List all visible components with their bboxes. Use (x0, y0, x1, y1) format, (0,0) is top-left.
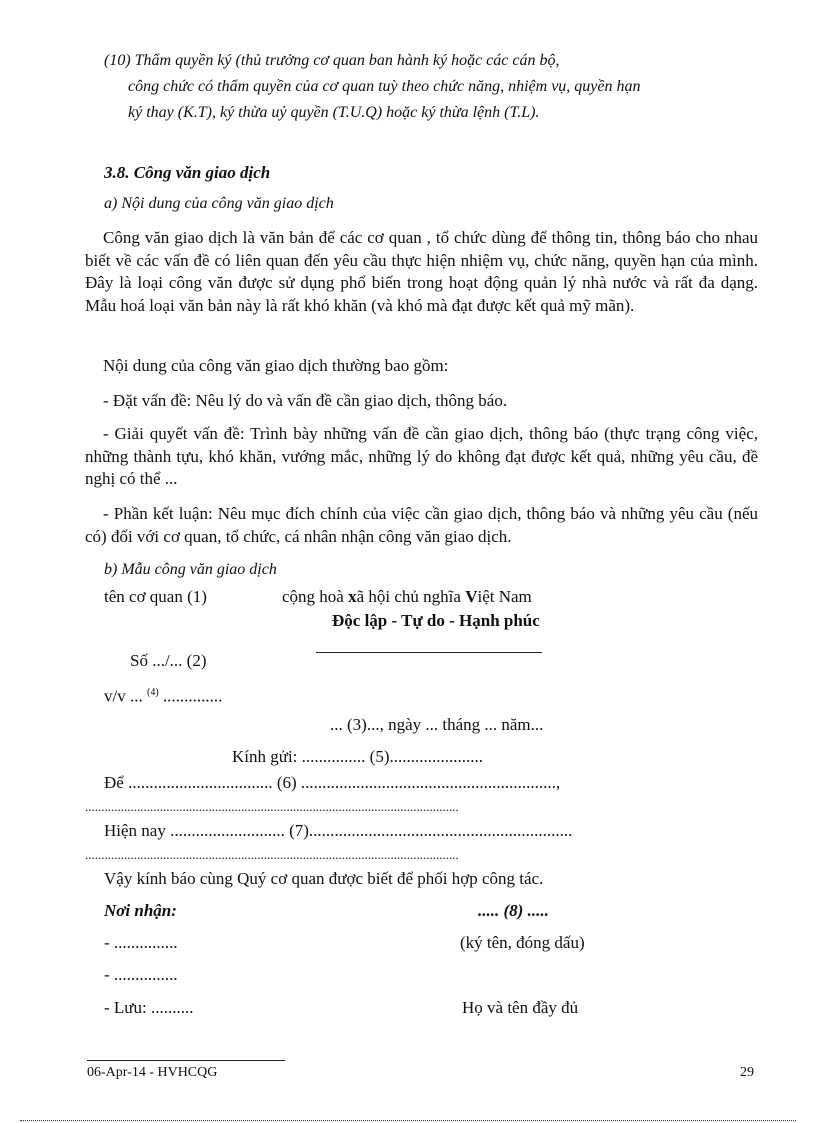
note-10-line2: công chức có thẩm quyền của cơ quan tuỳ theo chức năng, nhiệm vụ, quyền hạn (128, 78, 641, 95)
section-heading: 3.8. Công văn giao dịch (104, 163, 271, 182)
doc-number: Số .../... (2) (130, 651, 207, 670)
national-title-x: x (348, 587, 357, 606)
subject-line (104, 682, 222, 708)
motto: Độc lập - Tự do - Hạnh phúc (332, 611, 540, 630)
list-item-1: - Đặt vấn đề: Nêu lý do và vấn đề cần giao dịch, thông báo. (103, 391, 508, 410)
page-bottom-border (20, 1120, 796, 1121)
paragraph-1: Công văn giao dịch là văn bản để các cơ quan , tổ chức dùng để thông tin, thông báo cho nhau biết về các vấn đề có liên quan đến yêu cầu thực hiện nhiệm vụ, chức năng, quyền hạn của mình. Đây là loại công văn được sử dụng phổ biến trong hoạt động quản lý nhà nước và rất đa dạng. Mẫu hoá loại văn bản này là rất khó khăn (và khó mà đạt được kết quả mỹ mãn). (85, 228, 758, 315)
signer-name: Họ và tên đầy đủ (462, 998, 579, 1017)
recipient-1: - ............... (104, 933, 178, 952)
recipient-archive: - Lưu: .......... (104, 998, 194, 1017)
footer-rule (87, 1060, 285, 1061)
subheading-a: a) Nội dung của công văn giao dịch (104, 195, 334, 212)
recipient-line: Kính gửi: ............... (5)...................... (232, 747, 483, 766)
signature-note: (ký tên, đóng dấu) (460, 933, 585, 952)
national-title-part2: ã hội chủ nghĩa (356, 587, 466, 606)
recipient-2: - ............... (104, 965, 178, 984)
motto-underline (316, 652, 542, 653)
subheading-b: b) Mẫu công văn giao dịch (104, 561, 277, 578)
recipients-heading: Nơi nhận: (104, 901, 177, 920)
place-date: ... (3)..., ngày ... tháng ... năm... (330, 715, 544, 734)
purpose-continuation: ................................................................................................................... (85, 799, 459, 814)
closing-sentence: Vậy kính báo cùng Quý cơ quan được biết để phối hợp công tác. (104, 869, 544, 888)
paragraph-2: Nội dung của công văn giao dịch thường bao gồm: (103, 356, 449, 375)
subject-prefix: v/v ... (104, 686, 147, 706)
org-name: tên cơ quan (1) (104, 587, 207, 606)
note-10-line1: (10) Thẩm quyền ký (thủ trưởng cơ quan ban hành ký hoặc các cán bộ, (104, 52, 560, 69)
page-number: 29 (740, 1065, 754, 1080)
signer-title: ..... (8) ..... (478, 901, 549, 920)
list-item-3: - Phần kết luận: Nêu mục đích chính của việc cần giao dịch, thông báo và những yêu cầu (nếu có) đối với cơ quan, tổ chức, cá nhân nhận công văn giao dịch. (85, 504, 758, 546)
national-title (282, 586, 532, 608)
list-item-2: - Giải quyết vấn đề: Trình bày những vấn đề cần giao dịch, thông báo (thực trạng công việc, những thành tựu, khó khăn, vướng mắc, những lý do không đạt được kết quả, những yêu cầu, đề nghị có thể ... (85, 424, 758, 488)
national-title-v: V (465, 587, 478, 606)
purpose-line: Để .................................. (6) ............................................................, (104, 773, 561, 792)
subject-sup: (4) (146, 687, 159, 698)
subject-dots: .............. (158, 686, 223, 706)
national-title-part3: iệt Nam (477, 587, 532, 606)
current-continuation: ................................................................................................................... (85, 847, 459, 862)
national-title-part1: cộng hoà (282, 587, 349, 606)
current-line: Hiện nay ........................... (7).............................................................. (104, 821, 573, 840)
note-10-line3: ký thay (K.T), ký thừa uỷ quyền (T.U.Q) hoặc ký thừa lệnh (T.L). (128, 104, 540, 121)
footer-left: 06-Apr-14 - HVHCQG (87, 1065, 218, 1080)
